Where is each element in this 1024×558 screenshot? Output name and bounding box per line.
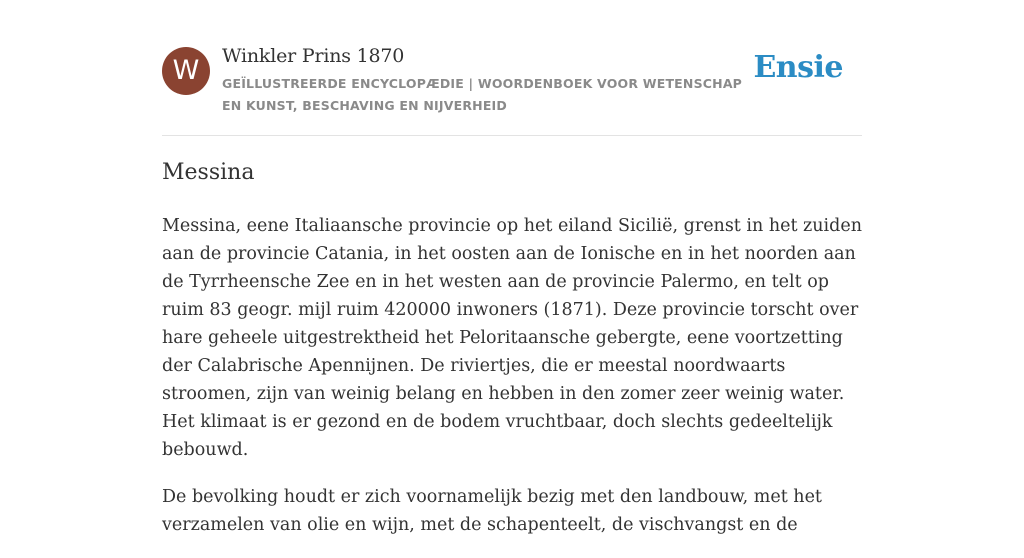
article-paragraph-2: De bevolking houdt er zich voornamelijk bezig met den landbouw, met het verzamelen van olie en wijn, met de schapenteelt, de vischvangst en de [162, 487, 822, 535]
source-title-link[interactable]: Winkler Prins 1870 [222, 45, 405, 67]
article-paragraph-1: Messina, eene Italiaansche provincie op het eiland Sicilië, grenst in het zuiden aan de provincie Catania, in het oosten aan de Ionische en in het noorden aan de Tyrrheensche Zee en in het westen aan de provincie Palermo, en telt op ruim 83 geogr. mijl ruim 420000 inwoners (1871). Deze provincie torscht over hare geheele uitgestrektheid het Peloritaansche gebergte, eene voortzetting der Calabrische Apennijnen. De riviertjes, die er meestal noordwaarts stroomen, zijn van weinig belang en hebben in den zomer zeer weinig water. Het klimaat is er gezond en de bodem vruchtbaar, doch slechts gedeeltelijk bebouwd. [162, 216, 862, 460]
source-avatar[interactable]: W [162, 47, 210, 95]
article-body [162, 212, 862, 558]
header-divider [162, 135, 862, 136]
source-subtitle: GEÏLLUSTREERDE ENCYCLOPÆDIE | WOORDENBOEK VOOR WETENSCHAP EN KUNST, BESCHAVING EN NIJVERHEID [222, 76, 743, 113]
ensie-logo-link[interactable]: Ensie [753, 50, 843, 85]
article-title: Messina [162, 160, 255, 185]
source-header [162, 44, 862, 124]
